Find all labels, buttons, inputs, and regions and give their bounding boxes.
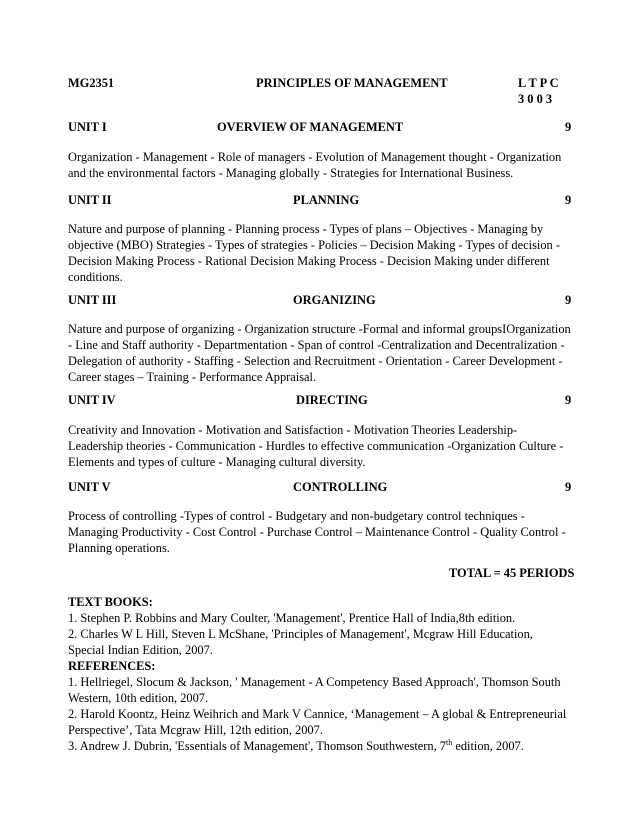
text-book-line: 2. Charles W L Hill, Steven L McShane, 'Principles of Management', Mcgraw Hill Education, [68, 627, 533, 641]
unit-title: OVERVIEW OF MANAGEMENT [217, 120, 404, 134]
text-book-line: Special Indian Edition, 2007. [68, 643, 213, 657]
unit-label: UNIT II [68, 193, 112, 207]
description-line: conditions. [68, 270, 123, 284]
description-line: Organization - Management - Role of managers - Evolution of Management thought - Organization [68, 150, 562, 164]
unit-title: CONTROLLING [293, 480, 388, 494]
reference-text: edition, 2007. [452, 739, 524, 753]
text-book-line: 1. Stephen P. Robbins and Mary Coulter, 'Management', Prentice Hall of India,8th edition. [68, 611, 516, 625]
bibliography [68, 594, 588, 754]
description-line: and the environmental factors - Managing globally - Strategies for International Business. [68, 166, 514, 180]
unit-label: UNIT IV [68, 393, 116, 407]
description-line: Elements and types of culture - Managing cultural diversity. [68, 455, 366, 469]
course-code: MG2351 [68, 76, 115, 90]
description-line: Delegation of authority - Staffing - Selection and Recruitment - Orientation - Career Development - [68, 354, 563, 368]
description-line: Nature and purpose of organizing - Organization structure -Formal and informal groupsIOrganization [68, 322, 571, 336]
superscript: th [445, 737, 453, 747]
reference-line: Perspective’, Tata Mcgraw Hill, 12th edition, 2007. [68, 723, 323, 737]
ltpc-values: 3 0 0 3 [518, 92, 553, 106]
description-line: Leadership theories - Communication - Hurdles to effective communication -Organization Culture - [68, 439, 564, 453]
description-line: Career stages – Training - Performance Appraisal. [68, 370, 317, 384]
description-line: objective (MBO) Strategies - Types of strategies - Policies – Decision Making - Types of decision - [68, 238, 560, 252]
unit-title: DIRECTING [296, 393, 368, 407]
unit-label: UNIT I [68, 120, 107, 134]
unit-hours: 9 [565, 120, 572, 134]
references-heading: REFERENCES: [68, 659, 156, 673]
unit-label: UNIT V [68, 480, 111, 494]
reference-line: 1. Hellriegel, Slocum & Jackson, ' Management - A Competency Based Approach', Thomson South [68, 675, 561, 689]
description-line: Process of controlling -Types of control - Budgetary and non-budgetary control techniques - [68, 509, 525, 523]
description-line: Managing Productivity - Cost Control - Purchase Control – Maintenance Control - Quality Control - [68, 525, 566, 539]
description-line: Nature and purpose of planning - Planning process - Types of plans – Objectives - Managing by [68, 222, 544, 236]
unit-description [68, 422, 580, 470]
reference-line [68, 738, 588, 754]
unit-label: UNIT III [68, 293, 117, 307]
description-line: - Line and Staff authority - Departmentation - Span of control -Centralization and Decentralization - [68, 338, 565, 352]
unit-description [68, 321, 580, 385]
unit-title: PLANNING [293, 193, 360, 207]
reference-line: 2. Harold Koontz, Heinz Weihrich and Mark V Cannice, ‘Management – A global & Entrepreneurial [68, 707, 567, 721]
unit-description [68, 221, 580, 285]
unit-hours: 9 [565, 293, 572, 307]
reference-text: 3. Andrew J. Dubrin, 'Essentials of Management', Thomson Southwestern, 7 [68, 739, 446, 753]
reference-line: Western, 10th edition, 2007. [68, 691, 209, 705]
unit-description [68, 508, 580, 556]
text-books-heading: TEXT BOOKS: [68, 595, 153, 609]
unit-hours: 9 [565, 393, 572, 407]
total-periods: TOTAL = 45 PERIODS [449, 566, 575, 580]
unit-description [68, 149, 580, 181]
course-title: PRINCIPLES OF MANAGEMENT [256, 76, 448, 90]
description-line: Decision Making Process - Rational Decision Making Process - Decision Making under different [68, 254, 550, 268]
unit-title: ORGANIZING [293, 293, 376, 307]
description-line: Planning operations. [68, 541, 170, 555]
description-line: Creativity and Innovation - Motivation and Satisfaction - Motivation Theories Leadership- [68, 423, 518, 437]
unit-hours: 9 [565, 480, 572, 494]
ltpc-label: L T P C [518, 76, 559, 90]
unit-hours: 9 [565, 193, 572, 207]
